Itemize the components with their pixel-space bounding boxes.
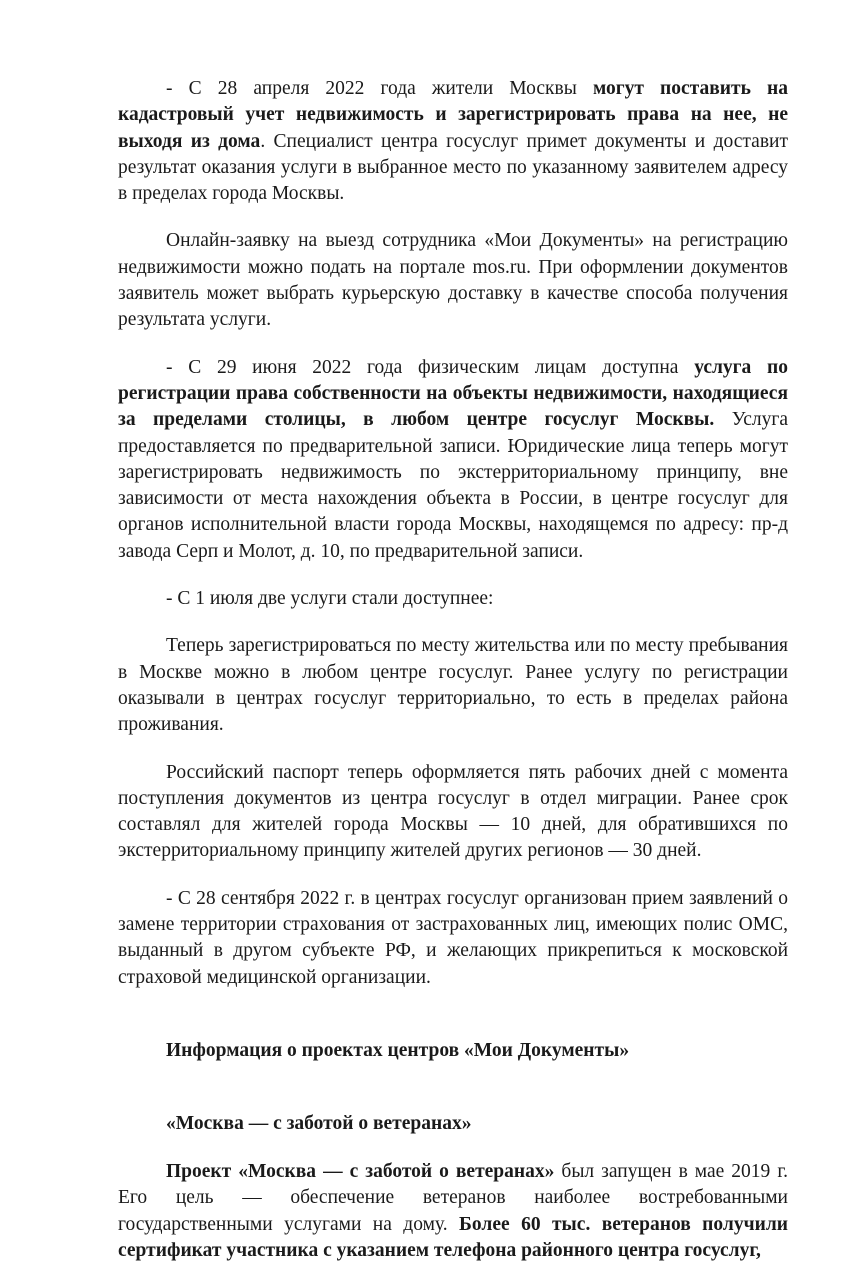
- text-segment: - С 28 апреля 2022 года жители Москвы: [166, 78, 593, 99]
- paragraph-july-services: - С 1 июля две услуги стали доступнее:: [166, 588, 494, 610]
- bold-text-segment: услуга по регистрации права собственности на объекты недвижимости, находящиеся за пределами столицы, в любом центре госуслуг Москвы.: [118, 356, 788, 431]
- text-segment: был запущен в мае 2019 г. Его цель — обеспечение ветеранов наиболее востребованными государственными услугами на дому.: [118, 1160, 788, 1235]
- heading-veterans-project: «Москва — с заботой о ветеранах»: [166, 1112, 472, 1134]
- paragraph-passport: Российский паспорт теперь оформляется пять рабочих дней с момента поступления документов из центра госуслуг в отдел миграции. Ранее срок составлял для жителей города Москвы — 10 дней, для обратившихся по экстерриториальному принципу жителей других регионов — 30 дней.: [118, 761, 788, 862]
- paragraph-cadastral-registration: [118, 76, 788, 207]
- bold-text-segment: Более 60 тыс. ветеранов получили сертификат участника с указанием телефона районного центра госуслуг,: [118, 1213, 789, 1261]
- paragraph-property-rights: [118, 355, 788, 565]
- heading-projects: Информация о проектах центров «Мои Документы»: [166, 1039, 630, 1061]
- paragraph-residence-registration: Теперь зарегистрироваться по месту жительства или по месту пребывания в Москве можно в любом центре госуслуг. Ранее услугу по регистрации оказывали в центрах госуслуг территориально, то есть в пределах района проживания.: [118, 635, 788, 736]
- text-segment: Услуга предоставляется по предварительной записи. Юридические лица теперь могут зарегистрировать недвижимость по экстерриториальному принципу, вне зависимости от места нахождения объекта в России, в центре госуслуг для органов исполнительной власти города Москвы, находящемся по адресу: пр-д завода Серп и Молот, д. 10, по предварительной записи.: [118, 409, 788, 562]
- paragraph-veterans-project: [118, 1159, 788, 1264]
- paragraph-oms-policy: - С 28 сентября 2022 г. в центрах госуслуг организован прием заявлений о замене территории страхования от застрахованных лиц, имеющих полис ОМС, выданный в другом субъекте РФ, и желающих прикрепиться к московской страховой медицинской организации.: [118, 887, 788, 988]
- text-segment: . Специалист центра госуслуг примет документы и доставит результат оказания услуги в выбранное место по указанному заявителем адресу в пределах города Москвы.: [118, 130, 788, 205]
- bold-text-segment: Проект «Москва — с заботой о ветеранах»: [166, 1160, 555, 1182]
- bold-text-segment: могут поставить на кадастровый учет недвижимость и зарегистрировать права на нее, не выходя из дома: [118, 78, 788, 152]
- paragraph-online-request: Онлайн-заявку на выезд сотрудника «Мои Документы» на регистрацию недвижимости можно подать на портале mos.ru. При оформлении документов заявитель может выбрать курьерскую доставку в качестве способа получения результата услуги.: [118, 230, 788, 331]
- text-segment: - С 29 июня 2022 года физическим лицам доступна: [166, 356, 695, 378]
- document-page: [118, 76, 788, 1264]
